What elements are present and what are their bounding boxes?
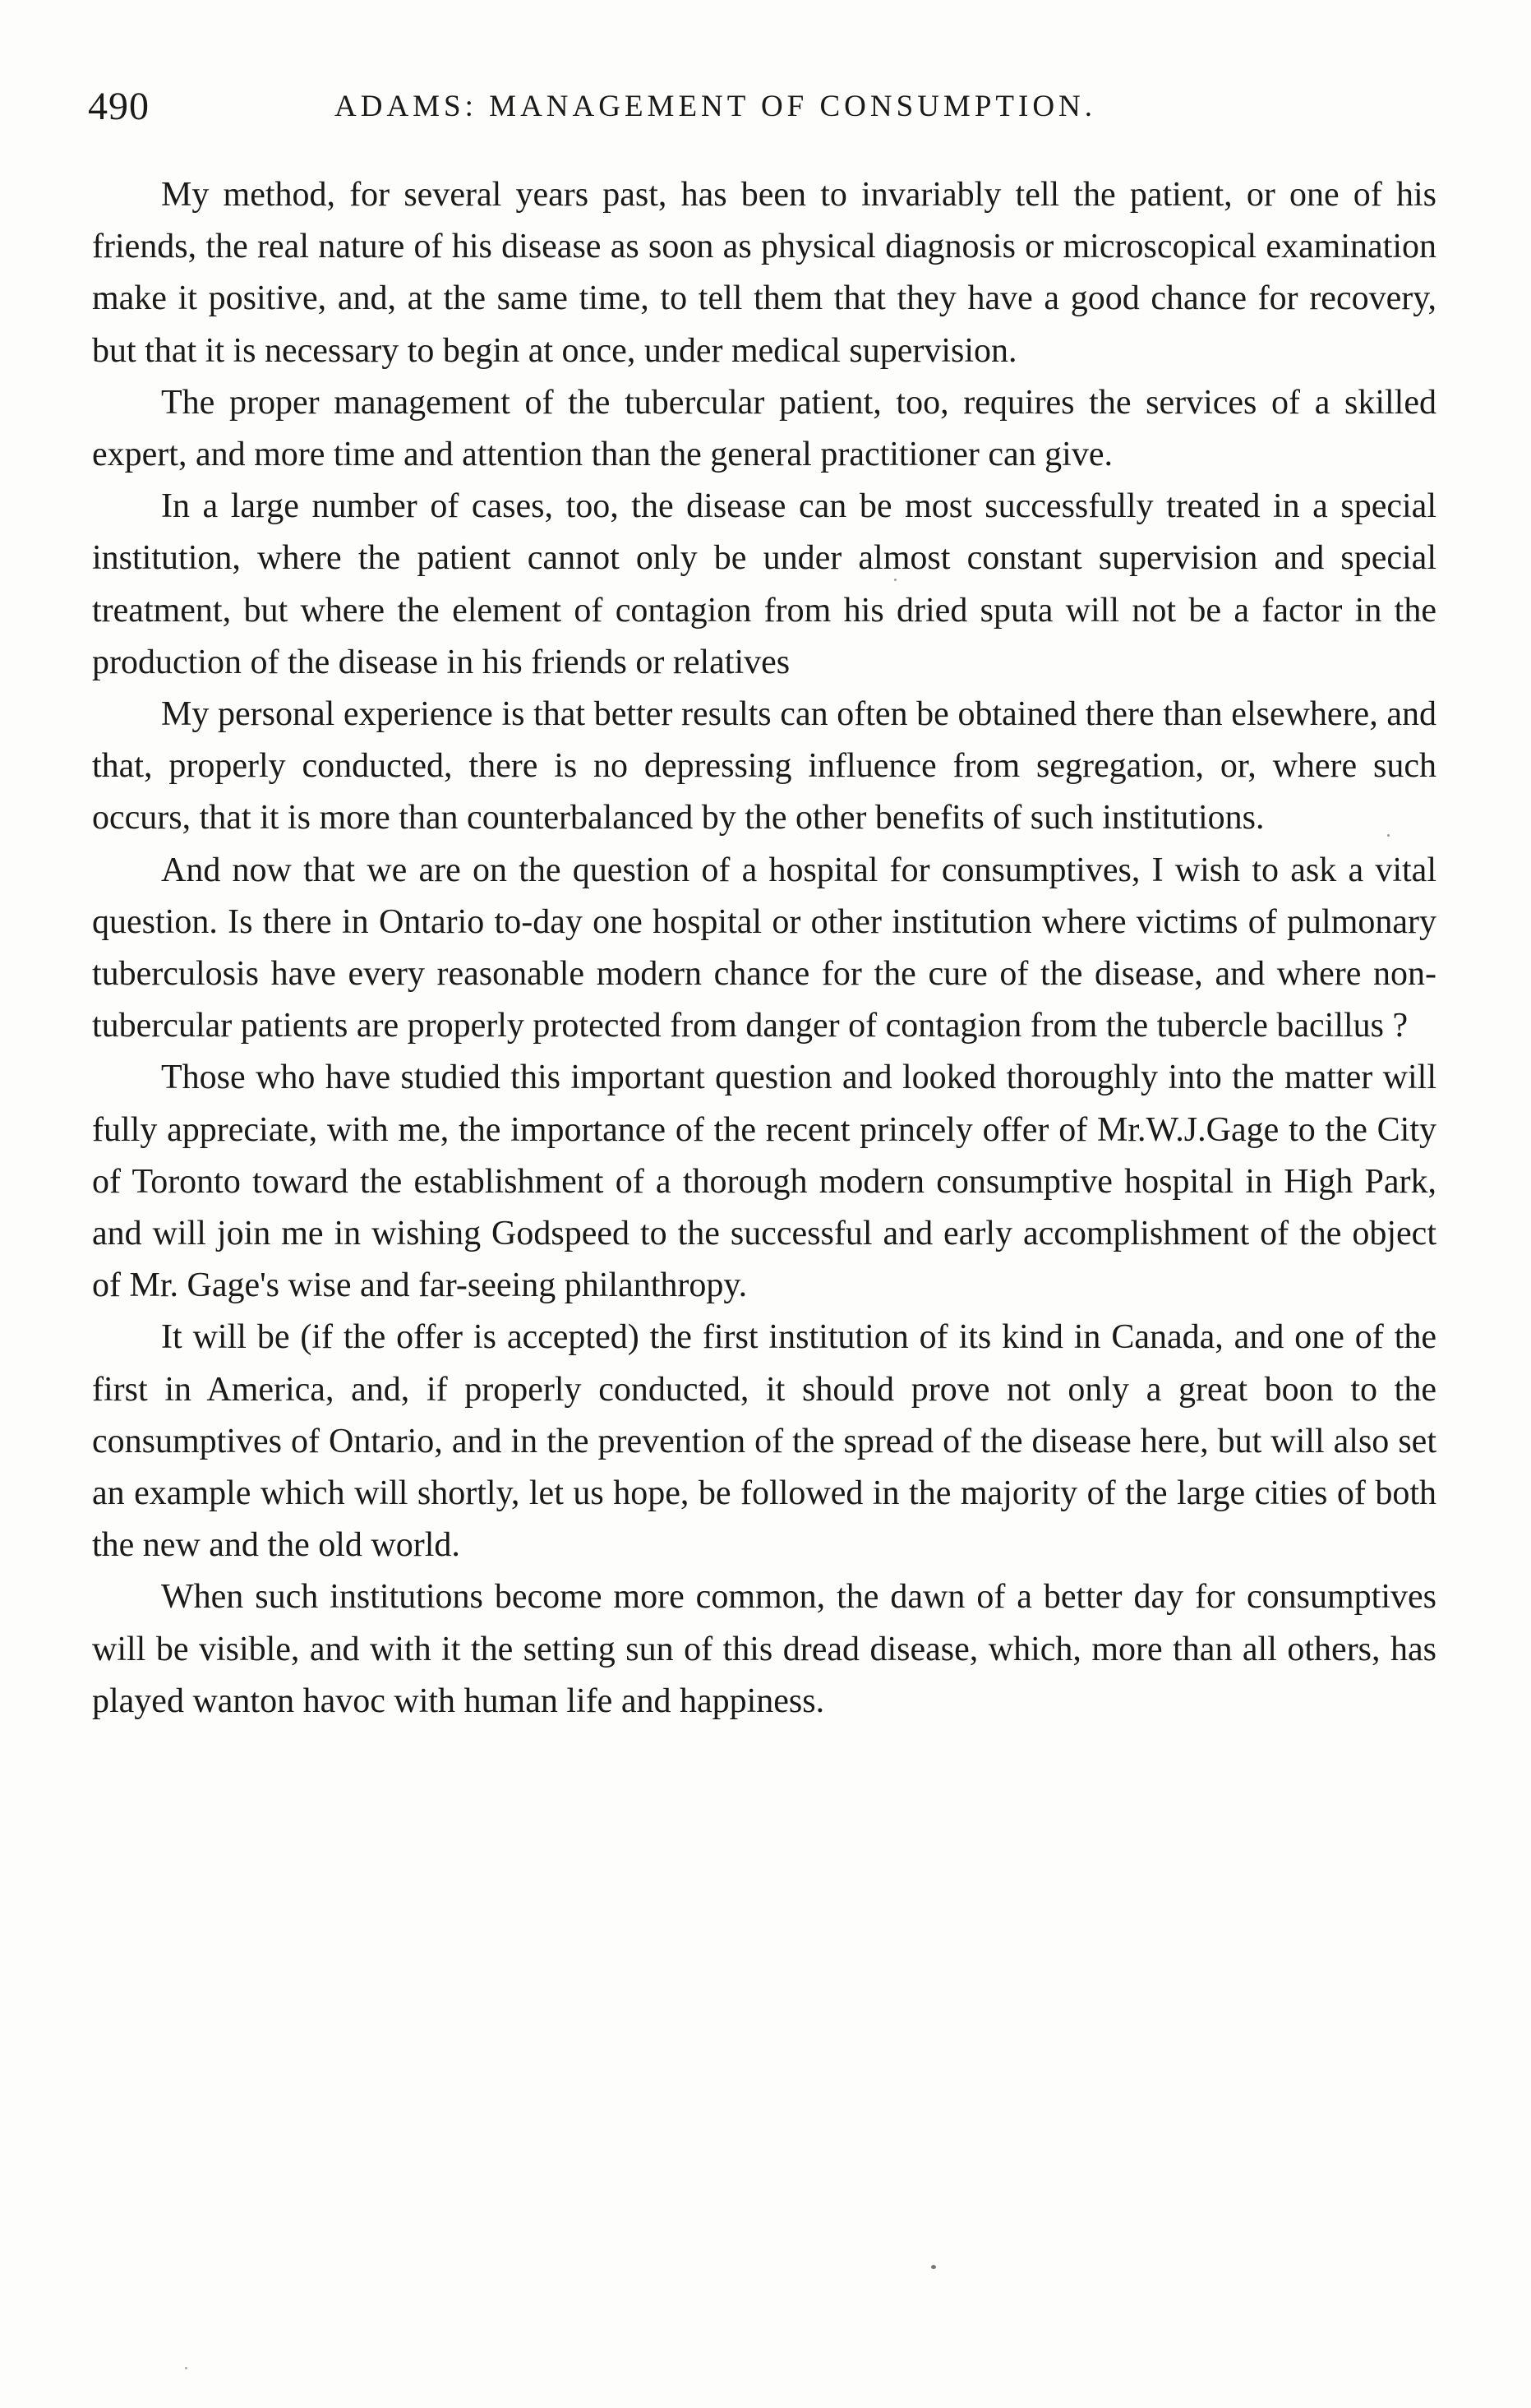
paragraph-special-institution: In a large number of cases, too, the disease can be most successfully treated in a special institution, where the patient cannot only be under almost constant supervision and special treatment, but where the element of contagion from his dried sputa will not be a factor in the production of the disease in his friends or relatives <box>92 487 1436 681</box>
paragraph-management: The proper management of the tubercular patient, too, requires the services of a skilled expert, and more time and attention than the general practitioner can give. <box>92 383 1436 474</box>
body-text <box>92 169 1436 1728</box>
page-number: 490 <box>88 85 150 128</box>
print-speck <box>1387 834 1390 837</box>
running-head <box>88 82 1444 131</box>
running-title: ADAMS: MANAGEMENT OF CONSUMPTION. <box>334 90 1097 123</box>
print-speck <box>931 2265 936 2269</box>
paragraph-vital-question: And now that we are on the question of a hospital for consumptives, I wish to ask a vital question. Is there in Ontario to-day one hospital or other institution where victims of pulmonary tuberculosis have every reasonable modern chance for the cure of the disease, and where non-tubercular patients are properly protected from danger of contagion from the tubercle bacillus ? <box>92 851 1436 1045</box>
print-speck <box>185 2367 187 2369</box>
paragraph-method: My method, for several years past, has been to invariably tell the patient, or one of his friends, the real nature of his disease as soon as physical diagnosis or microscopical examination make it positive, and, at the same time, to tell them that they have a good chance for recovery, but that it is necessary to begin at once, under medical supervision. <box>92 176 1436 370</box>
paragraph-conclusion: When such institutions become more common, the dawn of a better day for consumptives will be visible, and with it the setting sun of this dread disease, which, more than all others, has played wanton havoc with human life and happiness. <box>92 1578 1436 1720</box>
paragraph-first-institution: It will be (if the offer is accepted) the first institution of its kind in Canada, and one of the first in America, and, if properly conducted, it should prove not only a great boon to the consumptives of Ontario, and in the prevention of the spread of the disease here, but will also set an example which will shortly, let us hope, be followed in the majority of the large cities of both the new and the old world. <box>92 1318 1436 1565</box>
paragraph-gage-offer: Those who have studied this important question and looked thoroughly into the matter will fully appreciate, with me, the importance of the recent princely offer of Mr.W.J.Gage to the City of Toronto toward the establishment of a thorough modern consumptive hospital in High Park, and will join me in wishing Godspeed to the successful and early accomplishment of the object of Mr. Gage's wise and far-seeing philanthropy. <box>92 1059 1436 1305</box>
paragraph-personal-experience: My personal experience is that better results can often be obtained there than elsewhere, and that, properly conducted, there is no depressing influence from segregation, or, where such occurs, that it is more than counterbalanced by the other benefits of such institutions. <box>92 695 1436 837</box>
print-speck <box>894 579 897 581</box>
